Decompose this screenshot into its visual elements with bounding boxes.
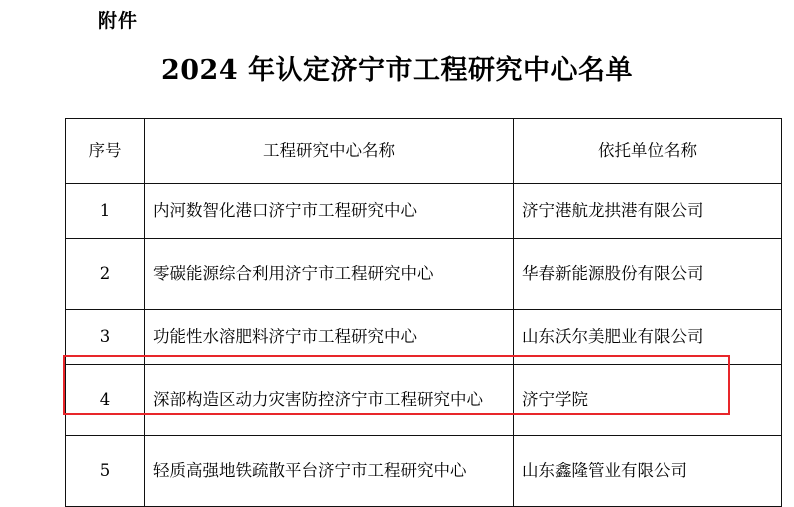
row-index: 1 — [66, 184, 145, 239]
row-center-name: 功能性水溶肥料济宁市工程研究中心 — [145, 310, 514, 365]
row-organization: 山东鑫隆管业有限公司 — [514, 436, 782, 507]
table-row — [66, 310, 782, 365]
row-index: 4 — [66, 365, 145, 436]
row-index: 2 — [66, 239, 145, 310]
row-organization: 山东沃尔美肥业有限公司 — [514, 310, 782, 365]
center-list-table-wrap — [65, 118, 730, 507]
table-row-highlighted — [66, 365, 782, 436]
row-organization: 济宁港航龙拱港有限公司 — [514, 184, 782, 239]
table-header-row — [66, 119, 782, 184]
table-row — [66, 239, 782, 310]
table-row — [66, 436, 782, 507]
column-header-center-name: 工程研究中心名称 — [145, 119, 514, 184]
column-header-organization: 依托单位名称 — [514, 119, 782, 184]
row-center-name: 内河数智化港口济宁市工程研究中心 — [145, 184, 514, 239]
table-body — [66, 184, 782, 507]
table-header — [66, 119, 782, 184]
row-index: 5 — [66, 436, 145, 507]
row-index: 3 — [66, 310, 145, 365]
row-center-name: 深部构造区动力灾害防控济宁市工程研究中心 — [145, 365, 514, 436]
table-row — [66, 184, 782, 239]
column-header-index: 序号 — [66, 119, 145, 184]
row-center-name: 零碳能源综合利用济宁市工程研究中心 — [145, 239, 514, 310]
center-list-table — [65, 118, 782, 507]
row-organization: 华春新能源股份有限公司 — [514, 239, 782, 310]
row-center-name: 轻质高强地铁疏散平台济宁市工程研究中心 — [145, 436, 514, 507]
page-title: 2024 年认定济宁市工程研究中心名单 — [160, 55, 634, 86]
row-organization: 济宁学院 — [514, 365, 782, 436]
attachment-label: 附件 — [98, 10, 139, 32]
